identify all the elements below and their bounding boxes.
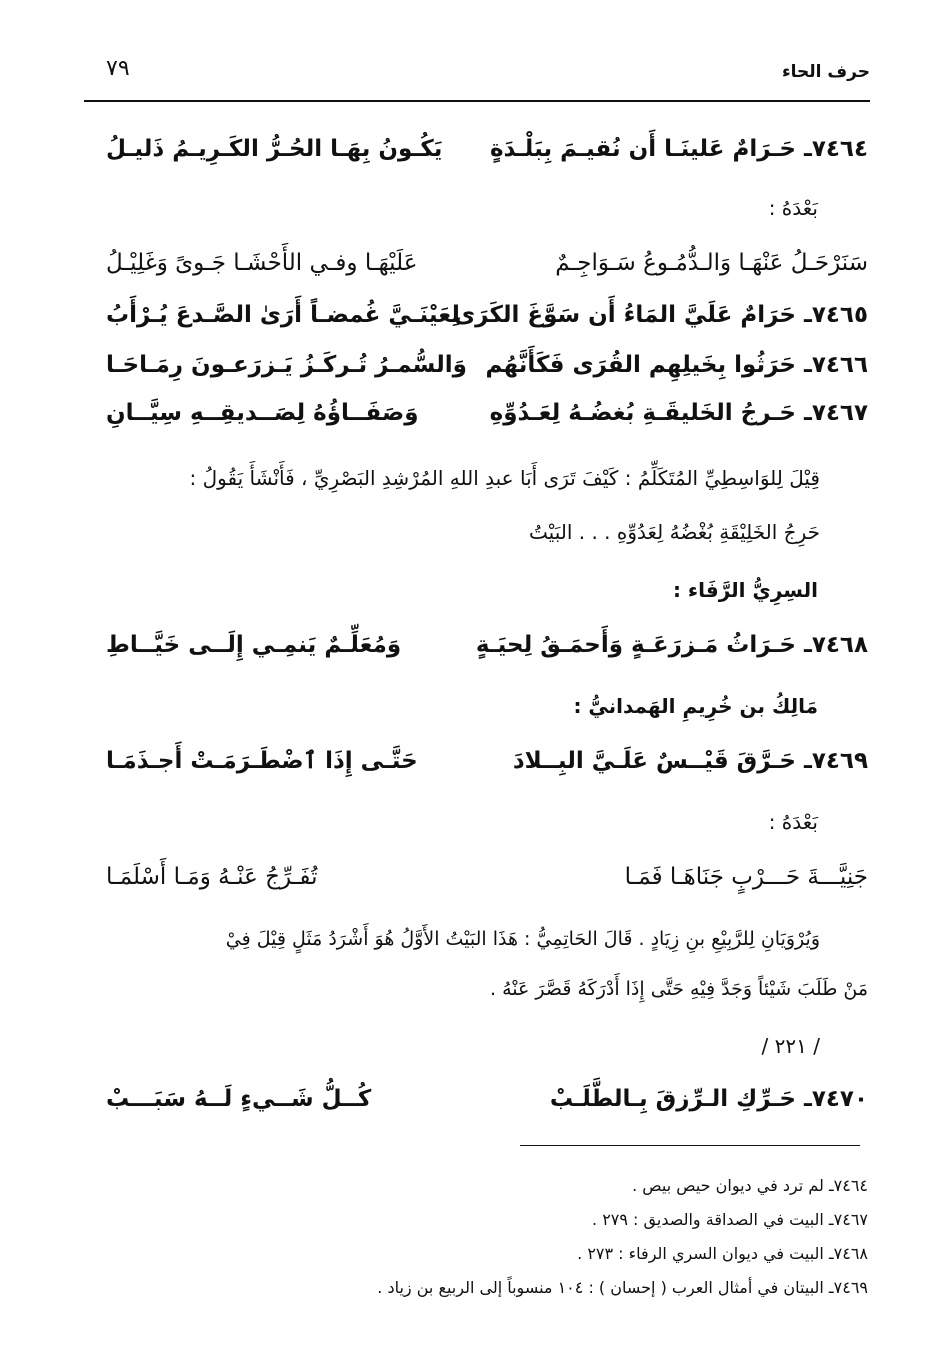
verse-first-hemistich: جَنِيَّـــةَ حَـــرْبٍ جَنَاهَـا فَمَـا bbox=[624, 864, 868, 890]
verse-second-hemistich: تُفَـرِّجُ عَنْـهُ وَمَـا أَسْلَمَـا bbox=[106, 864, 318, 890]
verse-first-hemistich: ٧٤٦٨ـ حَـرَاثُ مَـزرَعَـةٍ وَأَحمَـقُ لِحيَـةٍ bbox=[475, 632, 868, 658]
footnote: ٧٤٦٨ـ البيت في ديوان السري الرفاء : ٢٧٣ . bbox=[577, 1244, 868, 1263]
verse-second-hemistich: يَكُـونُ بِهَـا الحُـرُّ الكَـرِيـمُ ذَليـلُ bbox=[106, 136, 443, 162]
verse-second-hemistich: حَتَّـى إِذَا ٱضْطَـرَمَـتْ أَجـذَمَـا bbox=[106, 748, 418, 774]
prose-paragraph: مَنْ طَلَبَ شَيْئاً وَجَدَّ فِيْهِ حَتَّى إِذَا أَدْرَكَهُ قَصَّرَ عَنْهُ . bbox=[490, 978, 868, 1000]
verse-second-hemistich: كُــلُّ شَــيءٍ لَــهُ سَبَـــبْ bbox=[106, 1086, 372, 1112]
verse-second-hemistich: عَلَيْهَـا وفـي الأَحْشَـا جَـوىً وَغَلِيْـلُ bbox=[106, 250, 418, 276]
verse-7464 bbox=[84, 136, 868, 176]
verse-7464-continuation bbox=[84, 250, 868, 290]
intro-line: بَعْدَهُ : bbox=[768, 810, 818, 834]
footnote: ٧٤٦٤ـ لم ترد في ديوان حيص بيص . bbox=[632, 1176, 868, 1195]
verse-second-hemistich: وَالسُّمـرُ تُـركَـزُ يَـزرَعـونَ رِمَـاحَـا bbox=[106, 352, 467, 378]
verse-7469-continuation bbox=[84, 864, 868, 904]
verse-first-hemistich: ٧٤٦٩ـ حَـرَّقَ قَيْــسٌ عَلَـيَّ البِــلادَ bbox=[512, 748, 868, 774]
poet-attribution: مَالِكُ بن خُرِيمِ الهَمدانيُّ : bbox=[573, 694, 818, 718]
verse-7467 bbox=[84, 400, 868, 440]
verse-first-hemistich: ٧٤٦٧ـ حَـرجُ الخَليقَـةِ بُغضُـهُ لِعَـدُوِّهِ bbox=[489, 400, 868, 426]
footnote-divider bbox=[520, 1145, 860, 1146]
prose-paragraph: قِيْلَ لِلوَاسِطِيِّ المُتَكَلِّمُ : كَيْفَ تَرَى أَبَا عبدِ اللهِ المُرْشِدِ البَصْرِيِّ ، فَأَنْشَأَ يَقُولُ : bbox=[189, 466, 820, 490]
verse-7465 bbox=[84, 302, 868, 342]
intro-line: بَعْدَهُ : bbox=[768, 196, 818, 220]
footnote: ٧٤٦٩ـ البيتان في أمثال العرب ( إحسان ) : ١٠٤ منسوباً إلى الربيع بن زياد . bbox=[377, 1278, 868, 1297]
prose-paragraph: حَرِجُ الخَلِيْقَةِ بُغْضُهُ لِعَدُوِّهِ . . . البَيْتُ bbox=[529, 520, 820, 544]
manuscript-reference: / ٢٢١ / bbox=[761, 1034, 820, 1058]
verse-first-hemistich: ٧٤٦٤ـ حَـرَامٌ عَلينَـا أَن نُقيـمَ بِبَلْـدَةٍ bbox=[489, 136, 868, 162]
prose-paragraph: وَيُرْوَيَانِ لِلرَّبِيْعِ بنِ زِيَادٍ . قَالَ الحَاتِمِيُّ : هَذَا البَيْتُ الأَوَّلُ هُوَ أَشْرَدُ مَثَلٍ قِيْلَ فِيْ bbox=[225, 928, 820, 950]
verse-second-hemistich: لِعَيْنَـيَّ غُمضـاً أَرَىٰ الصَّـدعَ يُـرْأَبُ bbox=[106, 302, 460, 328]
verse-7468 bbox=[84, 632, 868, 672]
chapter-title: حرف الحاء bbox=[781, 62, 870, 82]
verse-first-hemistich: ٧٤٧٠ـ حَـرِّكِ الـرِّزقَ بِـالطَّلَـبْ bbox=[549, 1086, 868, 1112]
verse-first-hemistich: سَنَرْحَـلُ عَنْهَـا وَالـدُّمُـوعُ سَـوَاجِـمٌ bbox=[555, 250, 868, 276]
verse-second-hemistich: وَمُعَلِّـمٌ يَنمِـي إِلَــى خَيَّــاطِ bbox=[106, 632, 402, 658]
page-header bbox=[84, 52, 870, 92]
page-number: ٧٩ bbox=[106, 56, 130, 81]
footnote: ٧٤٦٧ـ البيت في الصداقة والصديق : ٢٧٩ . bbox=[592, 1210, 868, 1229]
verse-7466 bbox=[84, 352, 868, 392]
verse-7469 bbox=[84, 748, 868, 788]
verse-7470 bbox=[84, 1086, 868, 1126]
verse-first-hemistich: ٧٤٦٦ـ حَرَثُوا بِخَيلِهِم القُرَى فَكَأَنَّهُم bbox=[485, 352, 868, 378]
header-divider bbox=[84, 100, 870, 102]
poet-attribution: السِرِيُّ الرَّفَاء : bbox=[672, 578, 818, 602]
verse-second-hemistich: وَصَفَــاؤُهُ لِصَــديقِــهِ سِيَّــانِ bbox=[106, 400, 419, 426]
verse-first-hemistich: ٧٤٦٥ـ حَرَامٌ عَلَيَّ المَاءُ أَن سَوَّغَ الكَرَى bbox=[454, 302, 868, 328]
